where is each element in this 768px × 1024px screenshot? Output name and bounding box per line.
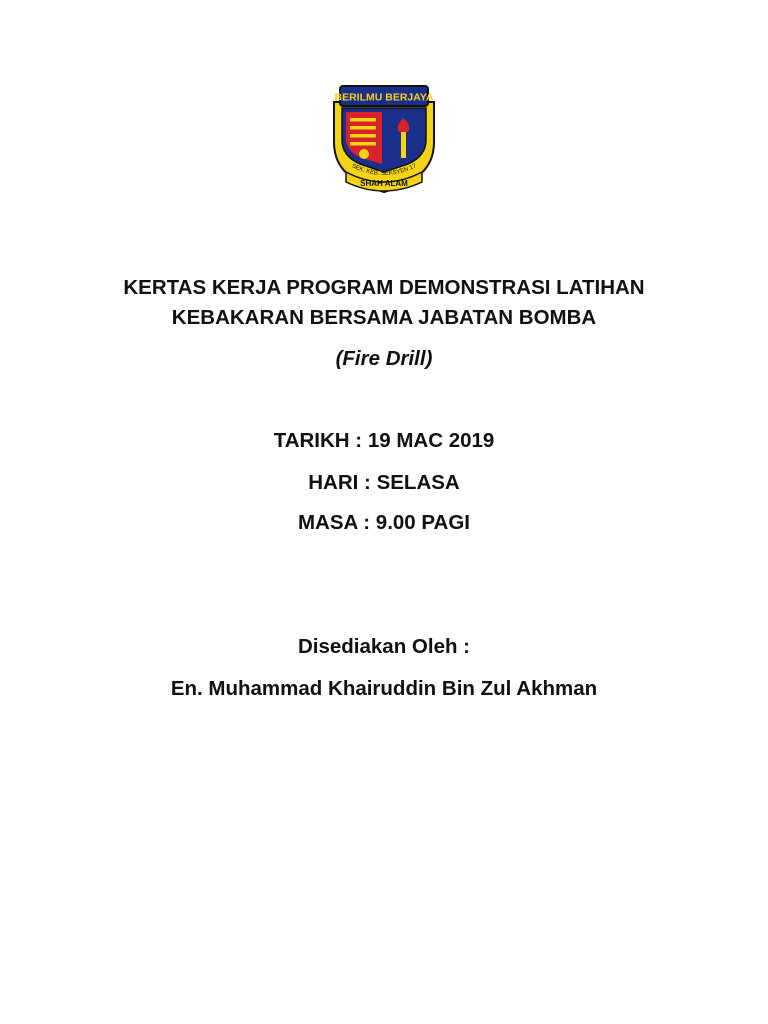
document-title-line-1: KERTAS KERJA PROGRAM DEMONSTRASI LATIHAN — [123, 276, 645, 299]
prepared-by-label: Disediakan Oleh : — [297, 635, 471, 658]
svg-text:SHAH ALAM: SHAH ALAM — [360, 179, 408, 188]
day-line: HARI : SELASA — [308, 471, 460, 494]
prepared-by-name: En. Muhammad Khairuddin Bin Zul Akhman — [170, 677, 598, 700]
document-subtitle: (Fire Drill) — [335, 347, 433, 370]
date-line: TARIKH : 19 MAC 2019 — [273, 429, 495, 452]
time-line: MASA : 9.00 PAGI — [297, 511, 470, 534]
svg-text:BERILMU BERJAYA: BERILMU BERJAYA — [334, 91, 434, 104]
svg-text:SEK. KEB. SEKSYEN 17: SEK. KEB. SEKSYEN 17 — [350, 163, 418, 178]
document-title-line-2: KEBAKARAN BERSAMA JABATAN BOMBA — [171, 306, 597, 329]
school-crest-logo — [328, 80, 440, 196]
